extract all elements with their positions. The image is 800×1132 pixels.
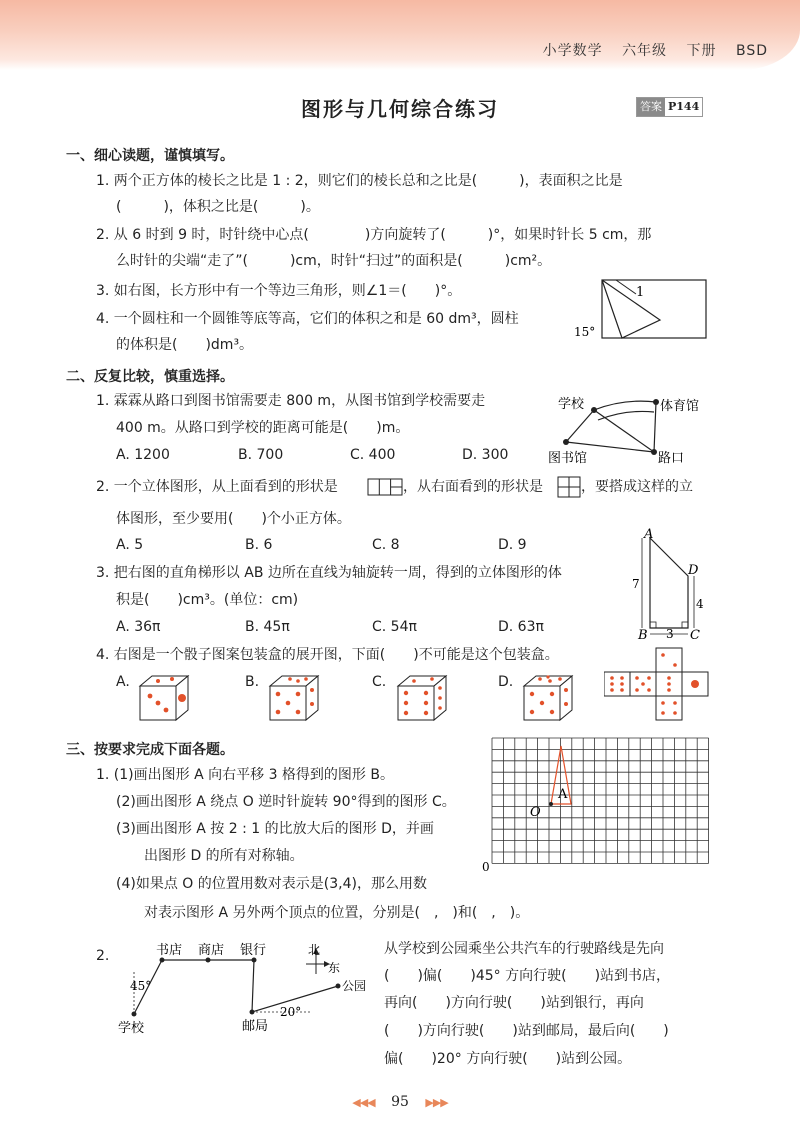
s2-q2-option-a[interactable]: A. 5 [116,537,144,553]
page-title: 图形与几何综合练习 [301,97,499,121]
s2-q3-line1: 3. 把右图的直角梯形以 AB 边所在直线为轴旋转一周，得到的立体图形的体 [96,565,562,581]
s2-q1-option-c[interactable]: C. 400 [350,447,396,463]
dice-d [520,672,576,724]
header-term: 下册 [686,43,717,59]
section3-heading: 三、按要求完成下面各题。 [66,742,234,758]
grid-label-o: O [530,805,541,820]
header-subject: 小学数学 [542,43,603,59]
s3-q1-4a: (4)如果点 O 的位置用数对表示是(3,4)，那么用数 [116,876,427,892]
s3-q1-2: (2)画出图形 A 绕点 O 逆时针旋转 90°得到的图形 C。 [116,794,456,810]
s3-q2-text-1: 从学校到公园乘坐公共汽车的行驶路线是先向 [384,941,664,957]
s2-q3-option-a[interactable]: A. 36π [116,619,161,635]
map-gym-label: 体育馆 [660,399,700,414]
footer-right-arrows-icon: ▶▶▶ [425,1096,448,1109]
s3-q2-text-5: 偏( )20° 方向行驶( )站到公园。 [384,1051,632,1067]
s2-q4-option-c[interactable]: C. [372,674,387,690]
trap-label-4: 4 [696,597,704,611]
angle-15-label: 15° [574,325,596,339]
trapezoid-figure [628,526,708,642]
s2-q3-option-d[interactable]: D. 63π [498,619,544,635]
s2-q1-option-b[interactable]: B. 700 [238,447,284,463]
s2-q2-part3: ，要搭成这样的立 [581,479,693,495]
route-label-post: 邮局 [242,1019,269,1034]
s3-q1-1: 1. (1)画出图形 A 向右平移 3 格得到的图形 B。 [96,767,394,783]
s2-q2-part2: ，从右面看到的形状是 [403,479,543,495]
s3-q2-text-4: ( )方向行驶( )站到邮局，最后向( ) [384,1023,669,1039]
trap-label-d: D [688,563,699,578]
square-grid-figure[interactable] [482,734,714,872]
trap-label-b: B [638,628,648,642]
header-grade: 六年级 [622,43,668,59]
route-label-school: 学校 [118,1021,145,1036]
section1-heading: 一、细心读题，谨慎填写。 [66,148,234,164]
s2-q4-option-b[interactable]: B. [245,674,260,690]
route-label-shop: 商店 [198,943,225,958]
s2-q2-option-b[interactable]: B. 6 [245,537,273,553]
grid-label-a: A [558,787,568,802]
s2-q2-line2: 体图形，至少要用( )个小正方体。 [116,511,351,527]
s3-q2-text-2: ( )偏( )45° 方向行驶( )站到书店， [384,968,671,984]
s1-q4-line1: 4. 一个圆柱和一个圆锥等底等高，它们的体积之和是 60 dm³，圆柱 [96,311,519,327]
s2-q4: 4. 右图是一个骰子图案包装盒的展开图，下面( )不可能是这个包装盒。 [96,647,559,663]
s3-q1-3b: 出图形 D 的所有对称轴。 [144,848,304,864]
angle-1-label: 1 [636,285,645,300]
map-library-label: 图书馆 [548,451,588,466]
s2-q2-option-c[interactable]: C. 8 [372,537,400,553]
s2-q4-option-d[interactable]: D. [498,674,514,690]
s3-q2-number: 2. [96,948,110,964]
route-label-bank: 银行 [240,943,267,958]
grid-label-origin: 0 [482,860,490,872]
dice-a [136,672,192,724]
route-figure [112,942,374,1038]
map-crossing-label: 路口 [658,451,685,466]
s2-q4-option-a[interactable]: A. [116,674,130,690]
trap-label-c: C [690,628,700,642]
s2-q3-line2: 积是( )cm³。(单位：cm) [116,592,299,608]
trap-label-7: 7 [632,577,640,591]
s2-q1-option-a[interactable]: A. 1200 [116,447,170,463]
route-label-north: 北 [308,943,321,957]
s3-q1-3a: (3)画出图形 A 按 2 : 1 的比放大后的图形 D，并画 [116,821,434,837]
s1-q2-line2: 么时针的尖端“走了”( )cm，时针“扫过”的面积是( )cm²。 [116,253,552,269]
s1-q4-line2: 的体积是( )dm³。 [116,337,254,353]
page-number: 95 [391,1094,409,1110]
s1-q2-line1: 2. 从 6 时到 9 时，时针绕中心点( )方向旋转了( )°，如果时针长 5 cm，那 [96,227,652,243]
s1-q1-line1: 1. 两个正方体的棱长之比是 1 : 2，则它们的棱长总和之比是( )，表面积之比是 [96,173,623,189]
route-map-figure [536,390,716,470]
dice-net-figure [604,646,716,724]
s2-q1-option-d[interactable]: D. 300 [462,447,509,463]
rectangle-triangle-figure [570,276,710,346]
section2-heading: 二、反复比较，慎重选择。 [66,369,234,385]
s2-q2-part1: 2. 一个立体图形，从上面看到的形状是 [96,479,338,495]
page-footer [0,1094,800,1110]
top-view-icon [367,478,403,496]
route-label-park: 公园 [342,979,367,993]
route-label-45: 45° [130,979,152,993]
s1-q3: 3. 如右图，长方形中有一个等边三角形，则∠1＝( )°。 [96,283,462,299]
trap-label-a: A [644,527,654,542]
s3-q1-4b: 对表示图形 A 另外两个顶点的位置，分别是( , )和( , )。 [144,905,530,921]
answer-tag[interactable] [636,97,703,117]
footer-left-arrows-icon: ◀◀◀ [352,1096,375,1109]
s2-q1-line1: 1. 霖霖从路口到图书馆需要走 800 m，从图书馆到学校需要走 [96,393,486,409]
dice-c [394,672,450,724]
s2-q1-line2: 400 m。从路口到学校的距离可能是( )m。 [116,420,410,436]
header-meta [529,40,768,60]
answer-tag-label: 答案 [637,98,665,116]
s3-q2-text-3: 再向( )方向行驶( )站到银行，再向 [384,995,644,1011]
s2-q3-option-b[interactable]: B. 45π [245,619,290,635]
route-label-bookstore: 书店 [156,943,183,958]
map-school-label: 学校 [558,397,585,412]
s2-q3-option-c[interactable]: C. 54π [372,619,417,635]
header-edition: BSD [735,43,768,59]
trap-label-3: 3 [666,627,674,641]
s2-q2-option-d[interactable]: D. 9 [498,537,527,553]
route-label-20: 20° [280,1005,302,1019]
right-view-icon [557,476,581,498]
dice-b [266,672,322,724]
s1-q1-line2: ( )，体积之比是( )。 [116,199,320,215]
answer-tag-page: P144 [668,100,700,113]
route-label-east: 东 [328,961,341,975]
